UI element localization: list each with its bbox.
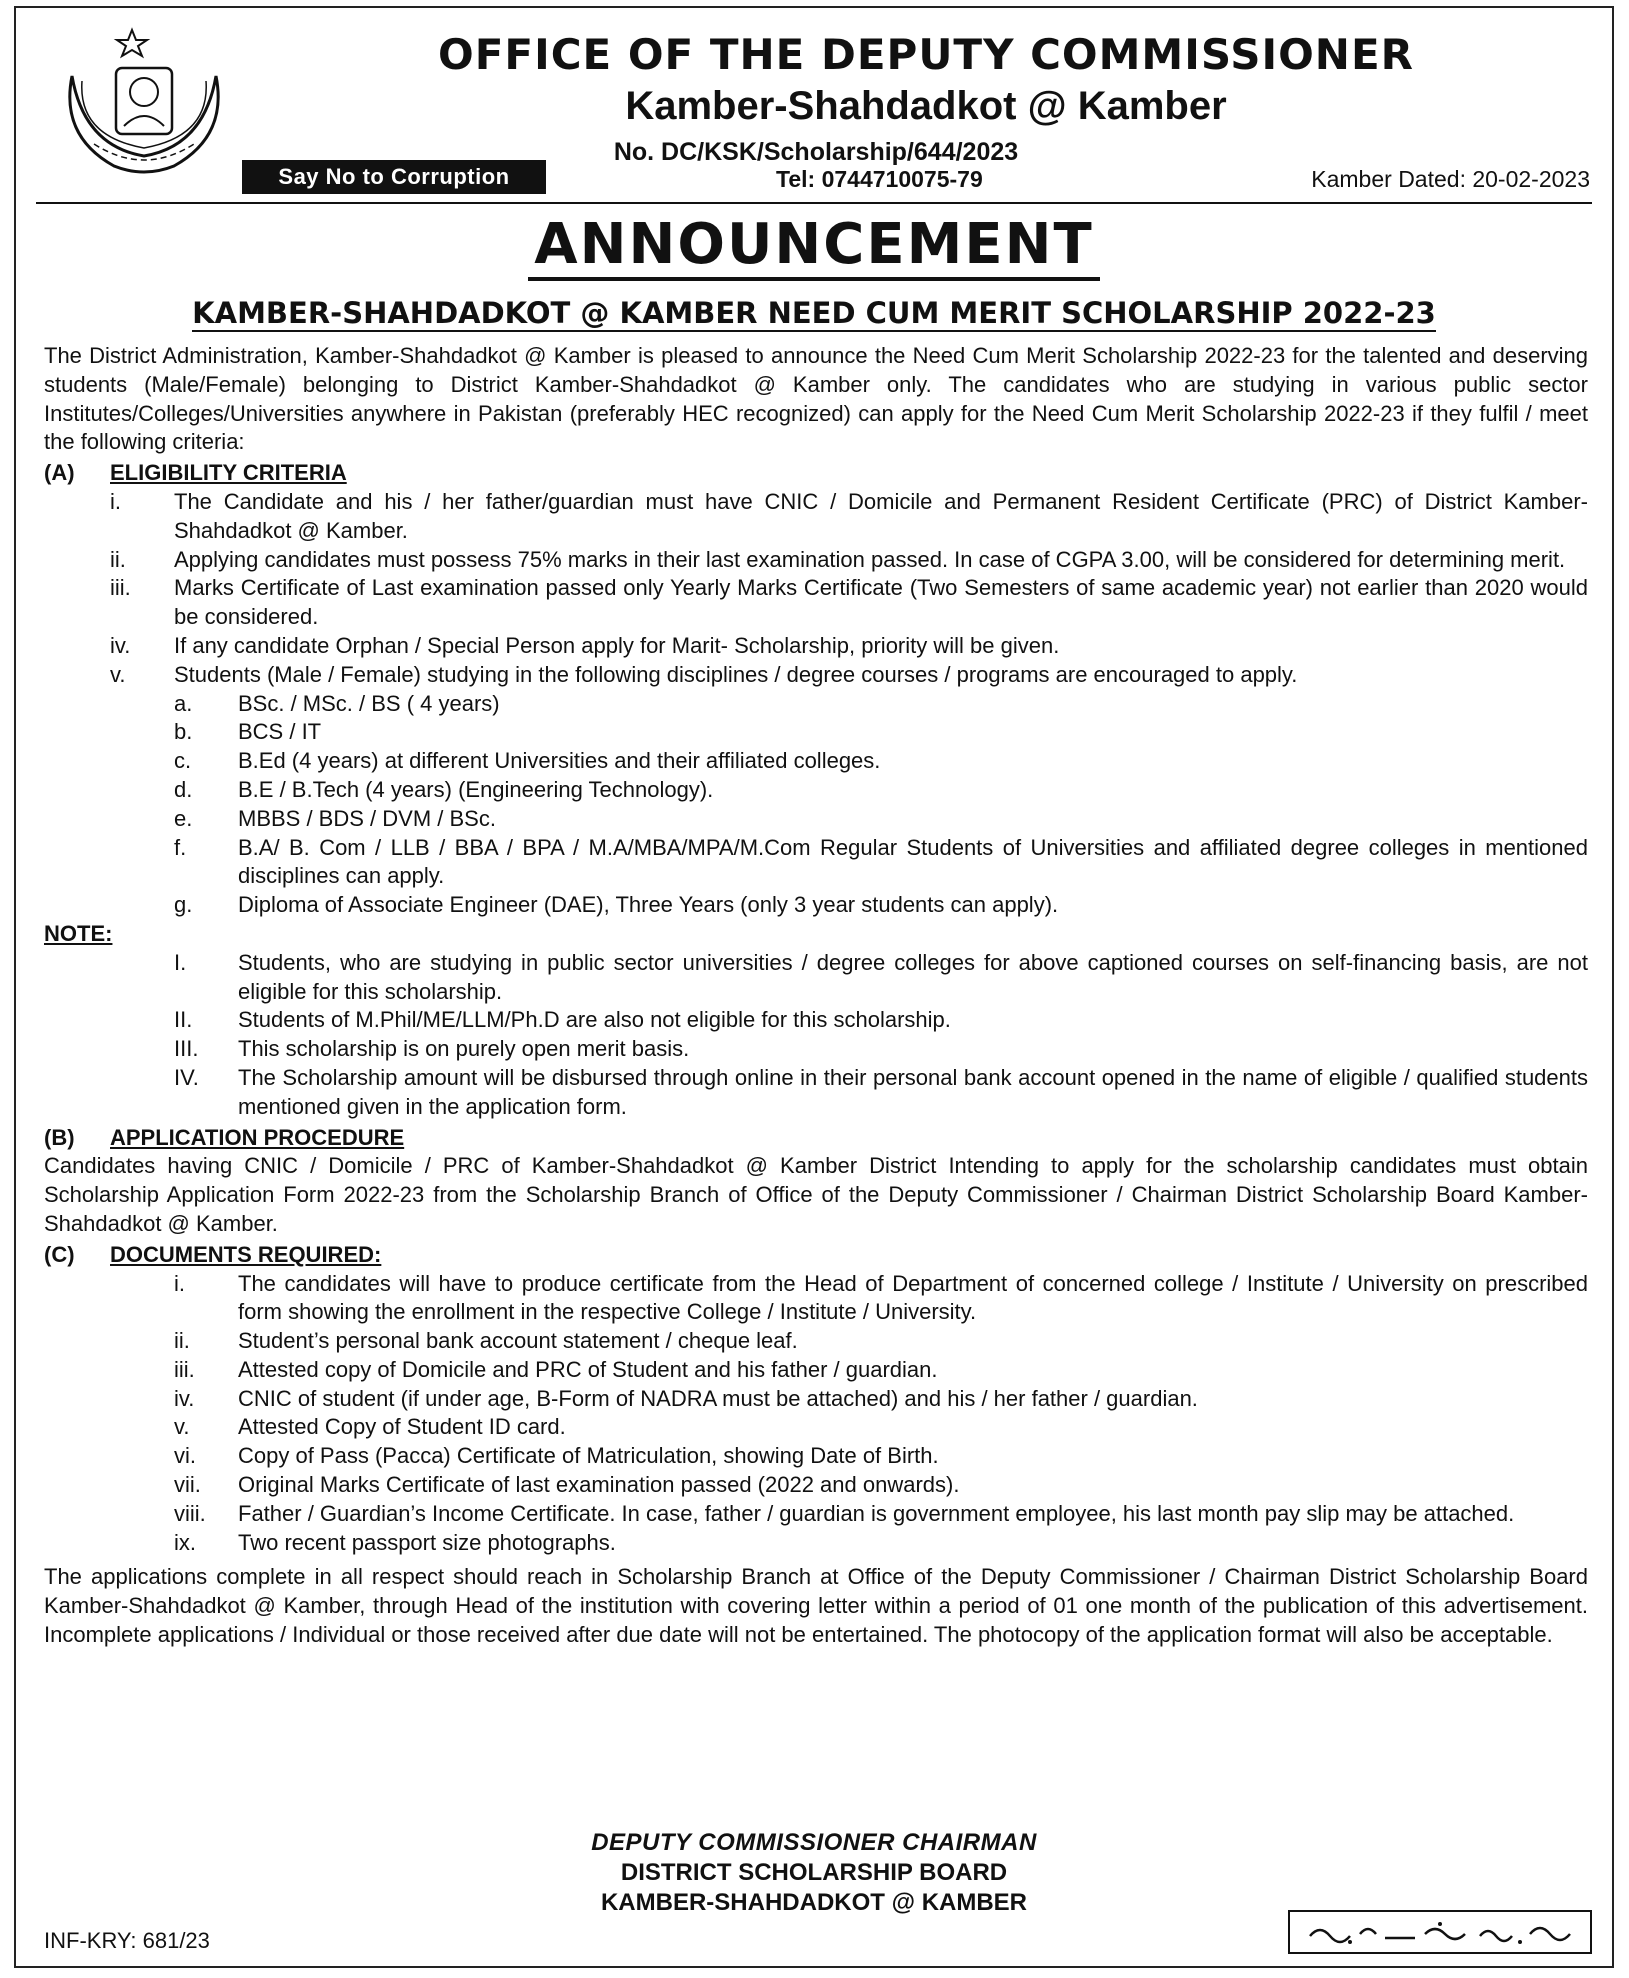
anti-corruption-slogan: Say No to Corruption — [242, 160, 546, 194]
document-item — [44, 1385, 1588, 1414]
eligibility-item — [44, 661, 1588, 690]
document-item — [44, 1442, 1588, 1471]
reference-number: No. DC/KSK/Scholarship/644/2023 — [613, 138, 1019, 166]
note-item — [44, 1064, 1588, 1122]
signatory-title: DEPUTY COMMISSIONER CHAIRMAN — [591, 1829, 1037, 1856]
document-text: The candidates will have to produce certificate from the Head of Department of concerned college / Institute / University on prescribed form showing the enrollment in the respective College / Institute / University. — [238, 1270, 1588, 1325]
course-item — [44, 747, 1588, 776]
document-text: Two recent passport size photographs. — [238, 1529, 616, 1555]
section-label: (C) — [44, 1241, 75, 1267]
eligibility-item — [44, 574, 1588, 632]
notice-body — [44, 342, 1588, 1650]
note-number: IV. — [174, 1064, 199, 1090]
document-item — [44, 1270, 1588, 1328]
document-number: vii. — [174, 1472, 201, 1498]
application-procedure-text: Candidates having CNIC / Domicile / PRC of Kamber-Shahdadkot @ Kamber District Intending to apply for the scholarship candidates must obtain Scholarship Application Form 2022-23 from the Scholarship Branch of Office of the Deputy Commissioner / Chairman District Scholarship Board Kamber-Shahdadkot @ Kamber. — [44, 1153, 1588, 1236]
eligibility-item — [44, 546, 1588, 575]
course-item — [44, 718, 1588, 747]
section-title: ELIGIBILITY CRITERIA — [110, 460, 347, 486]
signatory-district: KAMBER-SHAHDADKOT @ KAMBER — [600, 1889, 1028, 1916]
course-number: c. — [174, 748, 192, 774]
eligibility-number: i. — [110, 488, 121, 514]
document-item — [44, 1356, 1588, 1385]
document-text: Attested copy of Domicile and PRC of Student and his father / guardian. — [238, 1356, 938, 1382]
telephone: Tel: 0744710075-79 — [776, 166, 983, 192]
note-text: Students, who are studying in public sector universities / degree colleges for above captioned courses on self-financing basis, are not eligible for this scholarship. — [238, 949, 1588, 1004]
eligibility-text: Marks Certificate of Last examination passed only Yearly Marks Certificate (Two Semesters of same academic year) not earlier than 2020 would be considered. — [174, 575, 1588, 630]
section-b-heading — [44, 1124, 1588, 1153]
eligibility-item — [44, 488, 1588, 546]
section-title: DOCUMENTS REQUIRED: — [110, 1241, 382, 1267]
course-item — [44, 690, 1588, 719]
course-number: g. — [174, 892, 193, 918]
course-text: Diploma of Associate Engineer (DAE), Three Years (only 3 year students can apply). — [238, 892, 1059, 918]
course-text: BCS / IT — [238, 719, 322, 745]
document-item — [44, 1529, 1588, 1558]
course-item — [44, 891, 1588, 920]
eligibility-list — [44, 488, 1588, 690]
office-title: OFFICE OF THE DEPUTY COMMISSIONER — [438, 30, 1414, 79]
section-a-heading — [44, 459, 1588, 488]
document-number: iv. — [174, 1385, 195, 1411]
document-number: iii. — [174, 1356, 195, 1382]
course-item — [44, 805, 1588, 834]
notice-page — [14, 6, 1614, 1968]
course-item — [44, 776, 1588, 805]
course-text: B.A/ B. Com / LLB / BBA / BPA / M.A/MBA/MPA/M.Com Regular Students of Universities and affiliated degree colleges in mentioned disciplines can apply. — [238, 834, 1588, 889]
eligibility-text: If any candidate Orphan / Special Person apply for Marit- Scholarship, priority will be given. — [174, 632, 1060, 658]
section-c-heading — [44, 1241, 1588, 1270]
note-number: I. — [174, 949, 187, 975]
intro-paragraph: The District Administration, Kamber-Shahdadkot @ Kamber is pleased to announce the Need Cum Merit Scholarship 2022-23 for the talented and deserving students (Male/Female) belonging to District Kamber-Shahdadkot @ Kamber only. The candidates who are studying in various public sector Institutes/Colleges/Universities anywhere in Pakistan (preferably HEC recognized) can apply for the Need Cum Merit Scholarship 2022-23 if they fulfil / meet the following criteria: — [44, 343, 1588, 455]
document-number: v. — [174, 1414, 190, 1440]
document-text: Student’s personal bank account statement / cheque leaf. — [238, 1328, 798, 1354]
eligibility-number: iii. — [110, 575, 131, 601]
note-text: Students of M.Phil/ME/LLM/Ph.D are also not eligible for this scholarship. — [238, 1007, 951, 1033]
inf-number: INF-KRY: 681/23 — [44, 1928, 210, 1953]
document-number: i. — [174, 1270, 185, 1296]
eligibility-text: The Candidate and his / her father/guardian must have CNIC / Domicile and Permanent Resident Certificate (PRC) of District Kamber-Shahdadkot @ Kamber. — [174, 488, 1588, 543]
course-text: MBBS / BDS / DVM / BSc. — [238, 805, 496, 831]
eligibility-text: Applying candidates must possess 75% marks in their last examination passed. In case of CGPA 3.00, will be considered for determining merit. — [174, 546, 1566, 572]
documents-list — [44, 1270, 1588, 1558]
note-text: The Scholarship amount will be disbursed through online in their personal bank account opened in the name of eligible / qualified students mentioned given in the application form. — [238, 1064, 1588, 1119]
scholarship-title — [16, 296, 1612, 330]
district-name: Kamber-Shahdadkot @ Kamber — [625, 84, 1227, 128]
section-label: (B) — [44, 1124, 75, 1150]
signatory-board: DISTRICT SCHOLARSHIP BOARD — [620, 1859, 1008, 1886]
document-text: CNIC of student (if under age, B-Form of NADRA must be attached) and his / her father / guardian. — [238, 1385, 1198, 1411]
note-item — [44, 949, 1588, 1007]
note-label: NOTE: — [44, 920, 113, 946]
announcement-text: ANNOUNCEMENT — [528, 212, 1099, 281]
signature-block — [16, 1828, 1612, 1918]
eligibility-item — [44, 632, 1588, 661]
sindh-government-emblem-icon — [54, 26, 234, 186]
document-number: viii. — [174, 1500, 206, 1526]
scholarship-title-text: KAMBER-SHAHDADKOT @ KAMBER NEED CUM MERIT SCHOLARSHIP 2022-23 — [192, 296, 1436, 330]
document-text: Attested Copy of Student ID card. — [238, 1414, 566, 1440]
course-list — [44, 690, 1588, 920]
document-item — [44, 1471, 1588, 1500]
course-number: f. — [174, 834, 187, 860]
course-number: b. — [174, 719, 193, 745]
section-title: APPLICATION PROCEDURE — [110, 1124, 405, 1150]
header-divider — [36, 202, 1592, 204]
document-number: vi. — [174, 1443, 196, 1469]
eligibility-text: Students (Male / Female) studying in the following disciplines / degree courses / programs are encouraged to apply. — [174, 661, 1298, 687]
sindhi-slogan-stamp-icon — [1288, 1910, 1592, 1954]
note-list — [44, 949, 1588, 1122]
closing-paragraph: The applications complete in all respect should reach in Scholarship Branch at Office of the Deputy Commissioner / Chairman District Scholarship Board Kamber-Shahdadkot @ Kamber, through Head of the institution with covering letter within a period of 01 one month of the publication of this advertisement. Incomplete applications / Individual or those received after due date will not be entertained. The photocopy of the application format will also be acceptable. — [44, 1564, 1588, 1648]
document-text: Father / Guardian’s Income Certificate. In case, father / guardian is government employee, his last month pay slip may be attached. — [238, 1500, 1515, 1526]
eligibility-number: v. — [110, 661, 126, 687]
course-text: BSc. / MSc. / BS ( 4 years) — [238, 690, 500, 716]
eligibility-number: ii. — [110, 546, 126, 572]
document-text: Copy of Pass (Pacca) Certificate of Matriculation, showing Date of Birth. — [238, 1443, 939, 1469]
document-item — [44, 1413, 1588, 1442]
document-number: ix. — [174, 1529, 196, 1555]
note-text: This scholarship is on purely open merit basis. — [238, 1036, 690, 1062]
document-item — [44, 1500, 1588, 1529]
note-item — [44, 1006, 1588, 1035]
section-label: (A) — [44, 460, 75, 486]
document-number: ii. — [174, 1328, 190, 1354]
document-text: Original Marks Certificate of last examination passed (2022 and onwards). — [238, 1472, 960, 1498]
note-item — [44, 1035, 1588, 1064]
document-item — [44, 1327, 1588, 1356]
course-item — [44, 834, 1588, 892]
course-number: d. — [174, 776, 193, 802]
course-number: a. — [174, 690, 193, 716]
announcement-heading — [16, 212, 1612, 277]
eligibility-number: iv. — [110, 632, 131, 658]
date-line: Kamber Dated: 20-02-2023 — [1311, 166, 1590, 192]
course-number: e. — [174, 805, 193, 831]
note-number: II. — [174, 1007, 193, 1033]
note-number: III. — [174, 1036, 199, 1062]
course-text: B.Ed (4 years) at different Universities and their affiliated colleges. — [238, 748, 881, 774]
course-text: B.E / B.Tech (4 years) (Engineering Technology). — [238, 776, 714, 802]
